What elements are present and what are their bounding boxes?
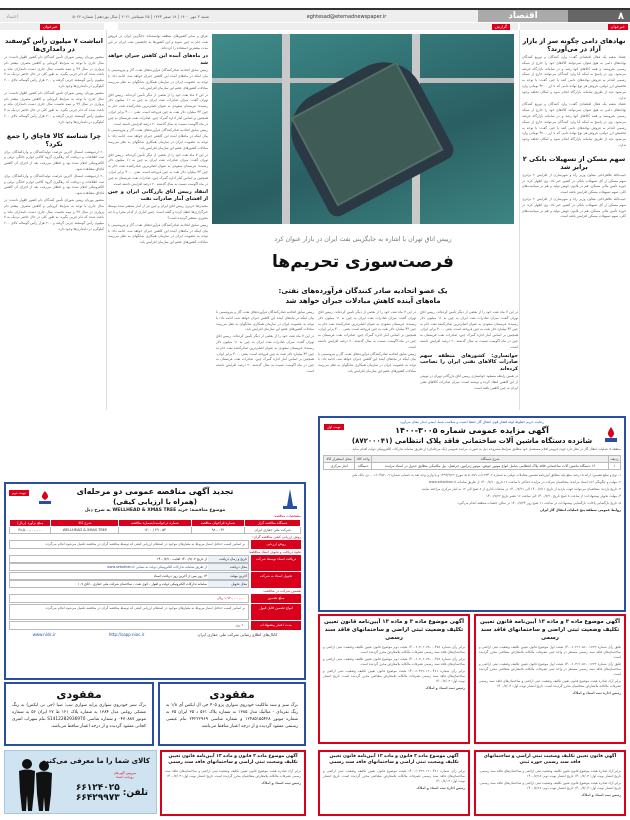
right-body: عضاء شعبه یک فعال اقتصادی گفت: وارد کنندگان و توزیع کنندگان نهاده‌های دامی به هیچ عنوان نمی‌توانند کالاهای خود را خارج از شبکه رسمی بفروشند و همه کالاهای آنها رصد و در سامانه بازارگاه عرضه می‌شود. وی در پاسخ به اینکه آیا وارد کنندگان می‌توانند خارج از شبکه رسمی اقدام به فروش نهاده‌های دامی کنند یا خیر، گفت: با توجه به تخصیص ارز دولتی، فروش هر نوع نهاده دامی که با ارز ۴۲۰۰ تومانی وارد می‌شود باید از طریق سامانه بازارگاه انجام شود و امکان تخلف وجود ندارد. [522,55,626,100]
registry-notice-3 [160,750,306,816]
tender-section-label: تضمین شرکت در مناقصه: [262,589,301,593]
notice-body: برابر رأی شماره ۱۴۰۰۶۰۳۲۹۰۱۲۰۰۴۶۱ هیئت موضوع قانون تعیین تکلیف وضعیت ثبتی اراضی و ساختمان‌های فاقد سند رسمی تصرفات مالکانه بلامعارض متقاضی محرز گردیده است. تاریخ انتشار نوبت اول: ۱۴۰۰/۷/۰۳ [323,769,465,783]
col-header: شماره درخواست/شماره مناقصه [119,520,191,527]
lost-ad-1 [158,682,306,746]
auction-table [323,455,621,470]
cell: ۱۶ دستگاه ماشین آلات ساختمانی فاقد پلاک انتظامی شامل انواع موتور جوش، موتور ژنراتور، جرثقیل، بیل مکانیکی مطابق جدول در اسناد مزایده [372,463,609,470]
drilling-company-logo-icon [280,488,300,510]
auction-condition: ۲- مهلت و چگونگی اخذ اسناد مزایده: متقاضیان شرکت در مزایده حداکثر تا ساعت ۱۶ تاریخ ۱۴۰۰/۷/۱۰ از طریق سامانه www.setadiran.ir [428,480,621,484]
tender-badge: نوبت دوم [9,490,29,496]
notice-body-cont: برابر رأی شماره ۱۴۰۰۶۰۳۲۹۰۱۲۰۰۴۶۱ هیئت موضوع قانون تعیین تکلیف وضعیت ثبتی اراضی و ساختمان‌های فاقد سند رسمی تصرفات مالکانه بلامعارض متقاضی محرز گردیده است. تاریخ انتشار نوبت اول: ۱۴۰۰/۷/۰۳ [323,669,465,683]
notice-body-cont: برابر رأی شماره ۱۴۰۰۶۰۳۰۲۰۳۸۰۰۰۴۵۶ هیئت دوم موضوع قانون تعیین تکلیف وضعیت ثبتی اراضی و ساختمان‌های فاقد سند رسمی تصرفات مالکانه بلامعارض محرز گردیده است. [323,657,465,666]
receive-docs-label: دریافت اسناد توسط شرکت [251,555,301,571]
phone-number[interactable]: ۶۶۱۲۴۰۲۵ [75,783,120,793]
left-headline: انباشت ۷ میلیون رأس گوسفند در دامداری‌ها [5,37,103,53]
notice-title: آگهی قانون تعیین تکلیف وضعیت ثبتی اراضی و ساختمانهای فاقد سند رسمی حوزه ثبتی [483,754,617,765]
cell: انبار مرکزی [324,463,355,470]
ad-service-promo [4,750,157,814]
auction-badge: نوبت اول [324,424,344,430]
tag-left: خبرخوان [40,24,60,30]
notice-title: آگهی موضوع ماده ۳ قانون و ماده ۱۳ آیین‌نامه قانون تعیین تکلیف وضعیت ثبتی اراضی و ساختمانهای فاقد سند رسمی [168,754,298,765]
page-number: ۸ [568,10,630,22]
auction-intro: منطقه ۵ عملیات انتقال گاز در نظر دارد جهت فروش اقلام مستعمل خود مطابق شرایط مشروحه ذیل به صورت مزایده عمومی (یک مرحله‌ای) از طریق سامانه تدارکات الکترونیکی دولت اقدام نماید. [351,447,621,451]
deliver-docs-label: تحویل اسناد به شرکت [251,572,301,588]
right-headline: نهادهای دامی چگونه سر از بازار آزاد در می‌آورند؟ [522,37,626,53]
cont-text-5: در این ۷ ماه نفت خود را از بعضی از دیگر تأمین کرده‌اند. رییس اتاق تهران گفت: میزان صادرات نفت ایران به چین به ۱۱ میلیون دلار رسیده؛ عربستان سعودی به عنوان اصلی‌ترین صادرکننده نفت خام به چین ۴۳ میلیارد دلار نفت به چین فروخته است. یعنی ۴۰۰۰ برابر ایران. همچنین بر اساس آمار اداره گمرک چین، صادرات نفت عربستان به چین در ماه آگوست نسبت به سال گذشته ۲۰ درصد افزایش داشته است. [108,152,208,186]
phone-number[interactable]: ۶۶۴۲۹۹۷۳ [75,793,120,803]
story-col-3-text: رییس سابق اتحادیه صادرکنندگان فرآورده‌های نفت، گاز و پتروشیمی با بیان اینکه در ماه‌های آینده این کاهش جبران خواهد شد، ادامه داد: با توجه به عضویت ایران در سازمان همکاری شانگهای به نظر می‌رسد مبادلات کشورهای عضو این سازمان افزایش یابد. [216,310,314,332]
notice-footer: رئیس ثبت اسناد و املاک [261,781,301,785]
tender-title: تجدید آگهی مناقصه عمومی دو مرحله‌ای [76,487,234,496]
col-header: شماره فراخوان مناقصه [191,520,244,527]
table-row [10,527,301,534]
promo-phones [76,783,148,803]
lost-ad-title: مفقودی [209,688,255,701]
businessmen-silhouette-icon [15,757,55,811]
cont-text-6: مجیدرضا حریری رییس اتاق ایران و چین نیز از آمار منتشر شده توسط خبرگزاری‌ها انتقاد کرده و گفته است: چنین آماری از کدام مجرا و با چه مجوزی منتشر گردیده است؟ [108,204,208,220]
story-kicker: رییس اتاق تهران با اشاره به جایگزینی نفت ایران در بازار عنوان کرد [274,236,452,243]
story-col-3-text-2: در این ۷ ماه نفت خود را از بعضی از دیگر تأمین کرده‌اند. رییس اتاق تهران گفت: میزان صادرات نفت ایران به چین به ۱۱ میلیون دلار رسیده؛ عربستان سعودی به عنوان اصلی‌ترین صادرکننده نفت خام به چین ۴۳ میلیارد دلار نفت به چین فروخته است. یعنی ۴۰۰۰ برابر ایران. همچنین بر اساس آمار اداره گمرک چین، صادرات نفت عربستان به چین در ماه آگوست نسبت به سال گذشته ۲۰ درصد افزایش داشته است. [216,334,314,373]
cell: ۵۳ - ۴۹ / ۱۴۰۰ [119,527,191,534]
notice-title: آگهی موضوع ماده ۳ و ماده ۱۳ آیین‌نامه قانون تعیین تکلیف وضعیت ثبتی اراضی و ساختمانهای فاقد سند رسمی [324,619,464,641]
story-col-3 [216,310,314,410]
cell: ۹۸۰-۰۳۲ [191,527,244,534]
section-title: اقتصاد [478,10,568,22]
table-row [324,463,621,470]
notice-body-cont: برابر آراء صادره هیئت موضوع قانون تعیین تکلیف وضعیت ثبتی اراضی و ساختمان‌های فاقد سند رسمی. تاریخ انتشار نوبت اول: ۱۴۰۰/۷/۰۳ تاریخ انتشار نوبت دوم: ۱۴۰۰/۷/۱۸ [479,781,621,790]
promo-red-line: سرویس آگهی‌های [113,771,136,775]
nidc-link[interactable]: www.nidc.ir [32,632,56,637]
right-subheadline: سهم مسکن از تسهیلات بانکی ۲ برابر شد [522,154,626,171]
auction-condition: ۴- مهلت تحویل پیشنهادات: از ساعت ۸ صبح تاریخ ۱۴۰۰/۷/۲۰ الی ساعت ۱۶ عصر تاریخ ۱۴۰۰/۷/۲۲ [486,494,621,498]
cont-text-4: رییس سابق اتحادیه صادرکنندگان فرآورده‌های نفت، گاز و پتروشیمی با بیان اینکه در ماه‌های آینده این کاهش جبران خواهد شد، ادامه داد: با توجه به عضویت ایران در سازمان همکاری شانگهای به نظر می‌رسد مبادلات کشورهای عضو این سازمان افزایش یابد. [108,128,208,150]
tender-section-label: روش ارزیابی کیفی مناقصه گران: [252,535,301,539]
cont-text: عراق و سایر کشورهای منطقه توانسته‌اند جایگزین ایران در فروش نفت خام به چین شوند و این کشورها به جانشینی نفت ایران در این مدت بیشترین استفاده را کرده‌اند. [108,34,208,50]
cell: شرکت ملی حفاری ایران [245,527,301,534]
notice-title: آگهی موضوع ماده ۳ و ماده ۱۳ آیین‌نامه قانون تعیین تکلیف وضعیت ثبتی اراضی و ساختمانهای فاقد سند رسمی [480,619,620,641]
right-subbody: حبیب‌الله طاهرخانی معاون وزیر راه و شهرسازی از افزایش ۲ برابری سهم مسکن از کل تسهیلات بانکی در کشور خبر داد. وی اظهار کرد: در حوزه تأمین مالی مسکن، هم در قانون جهش تولید و هم در سیاست‌های کلی، سهم تسهیلات مسکن افزایش یافته است. [522,172,626,195]
col-header: واحد کالا [355,456,372,463]
story-deck [212,286,514,306]
notice-body: برابر آراء صادره هیئت موضوع قانون تعیین تکلیف وضعیت ثبتی اراضی و ساختمان‌های فاقد سند رسمی تصرفات مالکانه بلامعارض متقاضیان محرز گردیده است. تاریخ انتشار نوبت اول: ۱۴۰۰/۷/۰۳ [165,769,301,778]
cell: ۱ [608,463,620,470]
left-subbody: ۲۰ اردیبهشت امسال آخرین فرصت تولیدکنندگان و واردکنندگان برای ثبت اطلاعات و دریافت کد رهگیری گروه کالایی لوازم خانگی برقی و الکترونیکی اعلام شده بود و انتظار می‌رفت بعد از اجرای آن کاهش قاچاق مشاهده شود. [4,149,104,171]
right-subbody-cont: حبیب‌الله طاهرخانی معاون وزیر راه و شهرسازی از افزایش ۲ برابری سهم مسکن از کل تسهیلات بانکی در کشور خبر داد. وی اظهار کرد: در حوزه تأمین مالی مسکن، هم در قانون جهش تولید و هم در سیاست‌های کلی، سهم تسهیلات مسکن افزایش یافته است. [522,196,626,219]
registry-notice-1 [474,614,626,744]
left-subbody-cont-2: منصور پوریان رییس شورای تأمین کنندگان دام کشور اظهار داشت: در سال جاری با توجه به شرایط کرونایی و کاهش مصرف بیشتر دام پرواری در سال ۹۹ و نیمه نخست سال جاری دست دامداران ماند و باعث شده که دام چربی بگیرد. به طور کلی در حال حاضر نزدیک به ۷ میلیون رأس گوسفند چربی گرفته و ۲۰۰ هزار رأس گوساله بالای ۶۰۰ کیلوگرم در دامداری‌ها وجود دارد. [4,197,104,231]
lost-ad-2 [4,682,154,746]
issue-date: شنبه ۳ مهر ۱۴۰۰ | ۱۸ صفر ۱۴۴۳ | ۲۵ سپتامبر ۲۰۲۱ | سال نوزدهم | شماره ۵۰۲۴ [72,14,209,19]
auction-condition: ۳- تاریخ بازدید: متقاضیان می‌توانند جهت بازدید از تاریخ ۱۴۰۰/۷/۱۱ الی ۱۴۰۰/۷/۲۱ در ساعات اداری از ۸ صبح الی ۱۲ به انبار مرکزی مراجعه نمایند. [420,487,621,491]
left-body-cont: منصور پوریان رییس شورای تأمین کنندگان دام کشور اظهار داشت: در سال جاری با توجه به شرایط کرونایی و کاهش مصرف بیشتر دام پرواری در سال ۹۹ و نیمه نخست سال جاری دست دامداران ماند و باعث شده که دام چربی بگیرد. به طور کلی در حال حاضر نزدیک به ۷ میلیون رأس گوسفند چربی گرفته و ۲۰۰ هزار رأس گوساله بالای ۶۰۰ کیلوگرم در دامداری‌ها وجود دارد. [4,90,104,124]
lost-ad-body: برگ سبز و سند مالکیت خودروی سواری پژو ۴۰۵ جی ال ایکس آی ۱/۸ به رنگ نقره‌ای - متالیک مدل ۱۳۸۵ به شماره پلاک ۵۶۱ د ۳۵ ایران ۳۵ به شماره موتور ۱۲۴۸۵۱۵۵۴۲۸ و شماره شاسی ۲۴۲۲۲۹۶۹ بنام عیسی رستمی مفقود گردیده و از درجه اعتبار ساقط می‌باشد. [166,703,298,729]
tag-center: گزارش [492,24,510,30]
tender-ad [4,482,306,680]
tender-section-label: مشخصات مناقصه: [273,514,301,518]
registry-notice-5 [474,750,626,816]
subheader-bar-center [118,23,518,30]
sapp-link[interactable]: http://sapp.nioc.ir [108,632,145,637]
phone-label: تلفن: [122,788,148,798]
tanker-ship [277,48,457,220]
row-value: ۱۴ روز پس از آخرین روز دریافت اسناد [153,574,207,578]
cell: WELLHEAD & XMAS TREE [51,527,119,534]
guarantee-types-text: بر اساس کسب حداقل امتیاز مربوط به معیارهای موجود در استعلام ارزیابی کیفی که توسط مناقصه گران در مناقصه تکمیل می‌شود انجام می‌گردد. [9,604,249,620]
row-value: از تاریخ ۱۴۰۰/۷/۰۳ لغایت ۱۴۰۰/۷/۱۰ [156,557,207,561]
story-col-1-text-2: در همین رابطه مسعود خوانساری رییس اتاق بازرگانی تهران در توییتی از این کاهش انتقاد کرده و نوشته است: میزان صادرات کالاهای نفتی ایران به چین کاهش یافته است. [420,374,518,390]
notice-body: طبق رأی شماره ۱۴۰۰۶۰۳۱۲۰۵۶۰۰۱۷۲۳ هیئت اول موضوع قانون تعیین تکلیف وضعیت ثبتی اراضی و ساختمان‌های فاقد سند رسمی مستقر در واحد ثبتی تصرفات مالکانه بلامعارض متقاضی محرز گردیده است. [479,645,621,659]
story-col-1-text: در این ۷ ماه نفت خود را از بعضی از دیگر تأمین کرده‌اند. رییس اتاق تهران گفت: میزان صادرات نفت ایران به چین به ۱۱ میلیون دلار رسیده؛ عربستان سعودی به عنوان اصلی‌ترین صادرکننده نفت خام به چین ۴۳ میلیارد دلار نفت به چین فروخته است. یعنی ۴۰۰۰ برابر ایران. همچنین بر اساس آمار اداره گمرک چین، صادرات نفت عربستان به چین در ماه آگوست نسبت به سال گذشته ۲۰ درصد افزایش داشته است. [420,310,518,349]
date-line [0,10,215,22]
right-body-cont: عضاء شعبه یک فعال اقتصادی گفت: وارد کنندگان و توزیع کنندگان نهاده‌های دامی به هیچ عنوان نمی‌توانند کالاهای خود را خارج از شبکه رسمی بفروشند و همه کالاهای آنها رصد و در سامانه بازارگاه عرضه می‌شود. وی در پاسخ به اینکه آیا وارد کنندگان می‌توانند خارج از شبکه رسمی اقدام به فروش نهاده‌های دامی کنند یا خیر، گفت: با توجه به تخصیص ارز دولتی، فروش هر نوع نهاده دامی که با ارز ۴۲۰۰ تومانی وارد می‌شود باید از طریق سامانه بازارگاه انجام شود و امکان تخلف وجود ندارد. [522,102,626,147]
right-column [522,34,626,409]
cont-text-7: رییس سابق اتحادیه صادرکنندگان فرآورده‌های نفت، گاز و پتروشیمی با بیان اینکه در ماه‌های آینده این کاهش جبران خواهد شد، ادامه داد: با توجه به عضویت ایران در سازمان همکاری شانگهای به نظر می‌رسد مبادلات کشورهای عضو این سازمان افزایش یابد. [108,222,208,245]
auction-condition: ۱- نوع و مبلغ تضمین: ارائه ۵ درصد مبلغ پایه مطابق آیین‌نامه تضمین معاملات دولتی به شماره ۱۲۳۴۰۲/ت ۵۰۶۵۹ هـ مورخ ۱۳۹۴/۹/۲۲ و یا واریز وجه نقد به حساب شماره ۰۰۱۲۰۴۵۷۰۰۹ نزد بانک ملی [351,473,621,477]
auction-footer: روابط عمومی منطقه پنج عملیات انتقال گاز ایران [539,508,621,512]
cont-subhead: در ماه‌های آینده این کاهش جبران خواهد شد [108,53,208,66]
notice-footer: رئیس ثبت اسناد و املاک [425,686,465,690]
auction-condition: ۵- تاریخ بازگشایی پاکات: بازگشایی پیشنهادات در ساعت ۱۱ صبح روز ۱۴۰۰/۷/۲۴ در سالن جلسات منطقه انجام می‌گیرد. [456,501,621,505]
story-col-2 [318,310,416,410]
auction-ad [318,416,626,612]
email-link[interactable]: eghtesad@etemadnewspaper.ir [215,10,478,22]
story-col-2-text-2: رییس سابق اتحادیه صادرکنندگان فرآورده‌های نفت، گاز و پتروشیمی با بیان اینکه در ماه‌های آینده این کاهش جبران خواهد شد، ادامه داد: با توجه به عضویت ایران در سازمان همکاری شانگهای به نظر می‌رسد مبادلات کشورهای عضو این سازمان افزایش یابد. [318,351,416,373]
notice-body: برابر رأی شماره ۱۴۰۰۶۰۳۰۲۰۳۸۰۰۰۴۵۶ هیئت دوم موضوع قانون تعیین تکلیف وضعیت ثبتی اراضی و ساختمان‌های فاقد سند رسمی تصرفات مالکانه بلامعارض محرز گردیده است. [323,645,465,654]
story-col-1-subhead: خوانساری: کشورهای منطقه سهم صادرات کالاهای نفتی ایران را تصاحب کرده‌اند [420,352,518,372]
promo-red-text [114,771,136,779]
row-value: از طریق سامانه تدارکات الکترونیکی دولت به نشانی www.setadiran.ir [107,565,207,569]
notice-footer: رئیس اداره ثبت اسناد و املاک [572,691,621,695]
row-value: سامانه تدارکات الکترونیکی دولت و اهواز - کوی نفت - ساختمان شرکت ملی حفاری - اتاق ۱۰۷ [77,582,207,586]
auction-title: آگهی مزایده عمومی شماره ۳۰۰۵-۱۴۰۰ [395,426,549,435]
deck-line-1: یک عضو اتحادیه صادر کنندگان فرآورده‌های نفتی: [278,287,448,295]
tender-subject: موضوع مناقصه: خرید WELLHEAD & XMAS TREE به شرح ذیل [84,508,226,513]
links-label: کانال‌های اطلاع رسانی شرکت ملی حفاری ایران [197,632,278,637]
left-subheadline: چرا شناسه کالا قاچاق را جمع نکرد؟ [6,131,102,148]
promo-red-line: روزنامه اعتماد [115,775,134,779]
notice-footer: رئیس ثبت اسناد و املاک [581,793,621,797]
oil-tanker-photo [212,34,514,224]
pier [282,34,290,224]
page-header [0,8,630,22]
cell: ۳۸,۵۰۰,۰۰۰,۰۰۰ [10,527,51,534]
notice-body-cont: برابر آراء صادره هیئت موضوع قانون تعیین تکلیف وضعیت ثبتی اراضی و ساختمان‌های فاقد سند رسمی تصرفات مالکانه بلامعارض متقاضیان محرز گردیده است. تاریخ انتشار نوبت اول: ۱۴۰۰/۷/۰۳ [479,679,621,688]
notice-title: آگهی موضوع ماده ۳ قانون و ماده ۱۳ آیین‌نامه قانون تعیین تکلیف وضعیت ثبتی اراضی و ساختمانهای فاقد سند رسمی [329,754,459,765]
col-header: مبلغ برآورد (ریال) [10,520,51,527]
ship-deck [291,62,444,207]
guarantee-types-label: انواع تضمین قابل قبول [251,604,301,620]
tender-table [9,519,301,534]
row-key: آخرین مهلت [208,573,248,579]
divider [106,30,107,410]
validity-label: مدت اعتبار پیشنهادات [251,621,301,630]
tender-subtitle: (همراه با ارزیابی کیفی) [113,498,197,506]
guarantee-value: ۱,۹۲۰,۰۰۰,۰۰۰ ریال [9,594,249,603]
story-col-2-text: در این ۷ ماه نفت خود را از بعضی از دیگر تأمین کرده‌اند. رییس اتاق تهران گفت: میزان صادرات نفت ایران به چین به ۱۱ میلیون دلار رسیده؛ عربستان سعودی به عنوان اصلی‌ترین صادرکننده نفت خام به چین ۴۳ میلیارد دلار نفت به چین فروخته است. یعنی ۴۰۰۰ برابر ایران. همچنین بر اساس آمار اداره گمرک چین، صادرات نفت عربستان به چین در ماه آگوست نسبت به سال گذشته ۲۰ درصد افزایش داشته است. [318,310,416,349]
tender-section-label: نحوه دریافت و تحویل اسناد مناقصه: [248,550,301,554]
row-key: محل تحویل [208,581,248,587]
eval-text: بر اساس کسب حداقل امتیاز مربوط به معیارهای موجود در استعلام ارزیابی کیفی که توسط مناقصه گران در مناقصه تکمیل می‌شود انجام می‌گردد. [9,540,249,549]
col-header: شرح دستگاه [372,456,609,463]
story-col-1 [420,310,518,410]
guarantee-label: مبلغ تضمین [251,594,301,603]
row-key: محل دریافت [208,564,248,570]
notice-body: برابر آراء صادره هیئت موضوع قانون تعیین تکلیف وضعیت ثبتی اراضی و ساختمان‌های فاقد سند رسمی. تاریخ انتشار نوبت اول: ۱۴۰۰/۷/۰۳ تاریخ انتشار نوبت دوم: ۱۴۰۰/۷/۱۸ [479,769,621,778]
lost-ad-body: برگ سبز خودروی سواری پرایه سواری تیپ: صبا (جی تی ایکس) به رنگ مشکی روغنی مدل ۱۳۸۴ به شماره پلاک ۱۲۱ ط ۲۷ ایران ۵۶ به شماره موتور ۰۴۷۰۸۸۷ و شماره شاسی S1412282936970 بنام سهراب امیری کجانی مفقود گردیده و از درجه اعتبار ساقط می‌باشد. [12,703,146,729]
oil-company-logo-icon [36,490,54,506]
notice-footer: رئیس اداره ثبت اسناد و املاک [416,786,465,790]
col-header: دستگاه مناقصه گزار [245,520,301,527]
lost-ad-title: مفقودی [56,688,102,701]
row-key: تاریخ و زمان دریافت [208,556,248,562]
left-body: منصور پوریان رییس شورای تأمین کنندگان دام کشور اظهار داشت: در سال جاری با توجه به شرایط کرونایی و کاهش مصرف بیشتر دام پرواری در سال ۹۹ و نیمه نخست سال جاری دست دامداران ماند و باعث شده که دام چربی بگیرد. به طور کلی در حال حاضر نزدیک به ۷ میلیون رأس گوسفند چربی گرفته و ۲۰۰ هزار رأس گوساله بالای ۶۰۰ کیلوگرم در دامداری‌ها وجود دارد. [4,55,104,88]
notice-body-cont: طبق رأی شماره ۱۴۰۰۶۰۳۱۲۰۵۶۰۰۱۷۲۳ هیئت اول موضوع قانون تعیین تکلیف وضعیت ثبتی اراضی و ساختمان‌های فاقد سند رسمی مستقر در واحد ثبتی تصرفات مالکانه بلامعارض متقاضی محرز گردیده است. [479,662,621,676]
left-subbody-cont: ۲۰ اردیبهشت امسال آخرین فرصت تولیدکنندگان و واردکنندگان برای ثبت اطلاعات و دریافت کد رهگیری گروه کالایی لوازم خانگی برقی و الکترونیکی اعلام شده بود و انتظار می‌رفت بعد از اجرای آن کاهش قاچاق مشاهده شود. [4,173,104,196]
cell: دستگاه [355,463,372,470]
col-header: محل استقرار کالا [324,456,355,463]
registry-notice-2 [318,614,470,744]
auction-subtitle: شانزده دستگاه ماشین آلات ساختمانی فاقد پلاک انتظامی (۸۷۲۰۰۰۴۱) [351,437,593,445]
deck-line-2: ماه‌های آینده کاهش مبادلات جبران خواهد شد [285,297,441,305]
col-header: شرح کالا [51,520,119,527]
newspaper-logo: اعتماد [6,14,19,20]
validity-value: ۹۰ روز [9,621,249,630]
auction-top-line: رعایت حریم خطوط لوله فشار قوی انتقال گاز حفظ امنیت و سلامت شما، ایمنی ابدار معان می‌آورد [399,420,545,424]
tag-right: خبرخوان [608,24,628,30]
registry-notice-4 [318,750,470,816]
divider [519,30,520,410]
eval-label: روش ارزیابی [251,540,301,549]
left-column [4,34,104,410]
gas-company-logo-icon [602,426,620,444]
cont-text-3: در این ۷ ماه نفت خود را از بعضی از دیگر تأمین کرده‌اند. رییس اتاق تهران گفت: میزان صادرات نفت ایران به چین به ۱۱ میلیون دلار رسیده؛ عربستان سعودی به عنوان اصلی‌ترین صادرکننده نفت خام به چین ۴۳ میلیارد دلار نفت به چین فروخته است. یعنی ۴۰۰۰ برابر ایران. همچنین بر اساس آمار اداره گمرک چین، صادرات نفت عربستان به چین در ماه آگوست نسبت به سال گذشته ۲۰ درصد افزایش داشته است. [108,92,208,126]
story-title: فرصت‌سوزی تحریم‌ها [272,252,454,272]
promo-title: کالای شما را ما معرفی می‌کنیم [40,757,150,765]
col-header: ردیف [608,456,620,463]
cont-text-2: رییس سابق اتحادیه صادرکنندگان فرآورده‌های نفت، گاز و پتروشیمی با بیان اینکه در ماه‌های آینده این کاهش جبران خواهد شد، ادامه داد: با توجه به عضویت ایران در سازمان همکاری شانگهای به نظر می‌رسد مبادلات کشورهای عضو این سازمان افزایش یابد. [108,68,208,90]
cont-subhead-2: انتقاد رییس اتاق بازرگانی ایران و چین از افشای آمار صادرات نفت [108,189,208,202]
story-continuation-column [108,34,208,410]
